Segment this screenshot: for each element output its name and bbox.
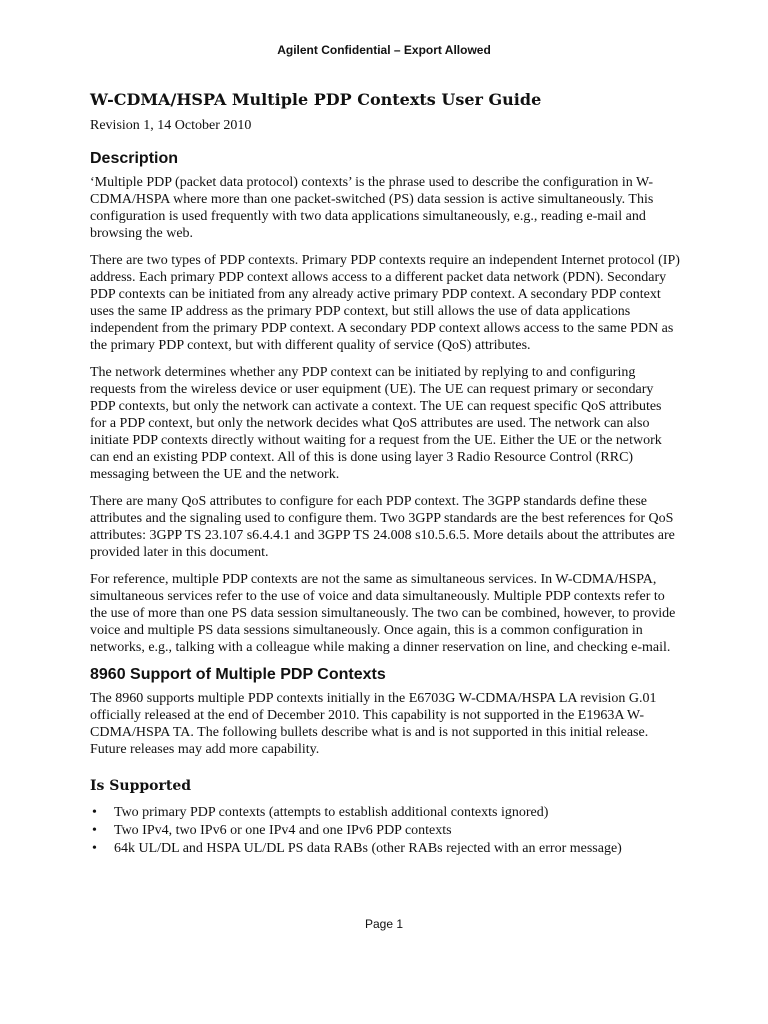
list-item: • Two primary PDP contexts (attempts to establish additional contexts ignored)	[114, 804, 680, 822]
description-paragraph-5: For reference, multiple PDP contexts are not the same as simultaneous services. In W-CDMA/HSPA, simultaneous services refer to the use of voice and data simultaneously. Multiple PDP contexts refer to the use of more than one PS data session simultaneously. The two can be combined, however, to provide voice and multiple PS data sessions simultaneously. Once again, this is a common configuration in networks, e.g., talking with a colleague while making a dinner reservation on line, and checking e-mail.	[90, 572, 676, 655]
revision-line: Revision 1, 14 October 2010	[90, 118, 252, 133]
list-item: • 64k UL/DL and HSPA UL/DL PS data RABs (other RABs rejected with an error message)	[114, 840, 680, 858]
list-item: • Two IPv4, two IPv6 or one IPv4 and one IPv6 PDP contexts	[114, 822, 680, 840]
page-number: Page 1	[364, 917, 404, 931]
description-paragraph-1: ‘Multiple PDP (packet data protocol) contexts’ is the phrase used to describe the configuration in W-CDMA/HSPA where more than one packet-switched (PS) data session is active simultaneously. This configuration is used frequently with two data applications simultaneously, e.g., reading e-mail and browsing the web.	[90, 175, 654, 241]
description-paragraph-3: The network determines whether any PDP context can be initiated by replying to and configuring requests from the wireless device or user equipment (UE). The UE can request primary or secondary PDP contexts, but only the network can activate a context. The UE can request specific QoS attributes for a PDP context, but only the network decides what QoS attributes are used. The network can also initiate PDP contexts directly without waiting for a request from the UE. Either the UE or the network can end an existing PDP context. All of this is done using layer 3 Radio Resource Control (RRC) messaging between the UE and the network.	[90, 365, 662, 482]
supported-list	[90, 804, 680, 858]
description-paragraph-4: There are many QoS attributes to configure for each PDP context. The 3GPP standards define these attributes and the signaling used to configure them. Two 3GPP standards are the best references for QoS attributes: 3GPP TS 23.107 s6.4.4.1 and 3GPP TS 24.008 s10.5.6.5. More details about the attributes are provided later in this document.	[90, 494, 675, 560]
description-paragraph-2: There are two types of PDP contexts. Primary PDP contexts require an independent Internet protocol (IP) address. Each primary PDP context allows access to a different packet data network (PDN). Secondary PDP contexts can be initiated from any already active primary PDP context. A secondary PDP context uses the same IP address as the primary PDP context, but still allows the use of data applications independent from the primary PDP context. A secondary PDP context allows access to the same PDN as the primary PDP context, but with different quality of service (QoS) attributes.	[90, 253, 680, 353]
support-heading: 8960 Support of Multiple PDP Contexts	[90, 666, 386, 683]
document-body	[90, 150, 680, 858]
is-supported-subheading: Is Supported	[90, 778, 192, 794]
description-heading: Description	[90, 150, 179, 167]
support-paragraph: The 8960 supports multiple PDP contexts initially in the E6703G W-CDMA/HSPA LA revision G.01 officially released at the end of December 2010. This capability is not supported in the E1963A W-CDMA/HSPA TA. The following bullets describe what is and is not supported in this initial release. Future releases may add more capability.	[90, 691, 657, 757]
confidential-header: Agilent Confidential – Export Allowed	[277, 43, 491, 57]
document-title: W-CDMA/HSPA Multiple PDP Contexts User Guide	[90, 90, 542, 109]
